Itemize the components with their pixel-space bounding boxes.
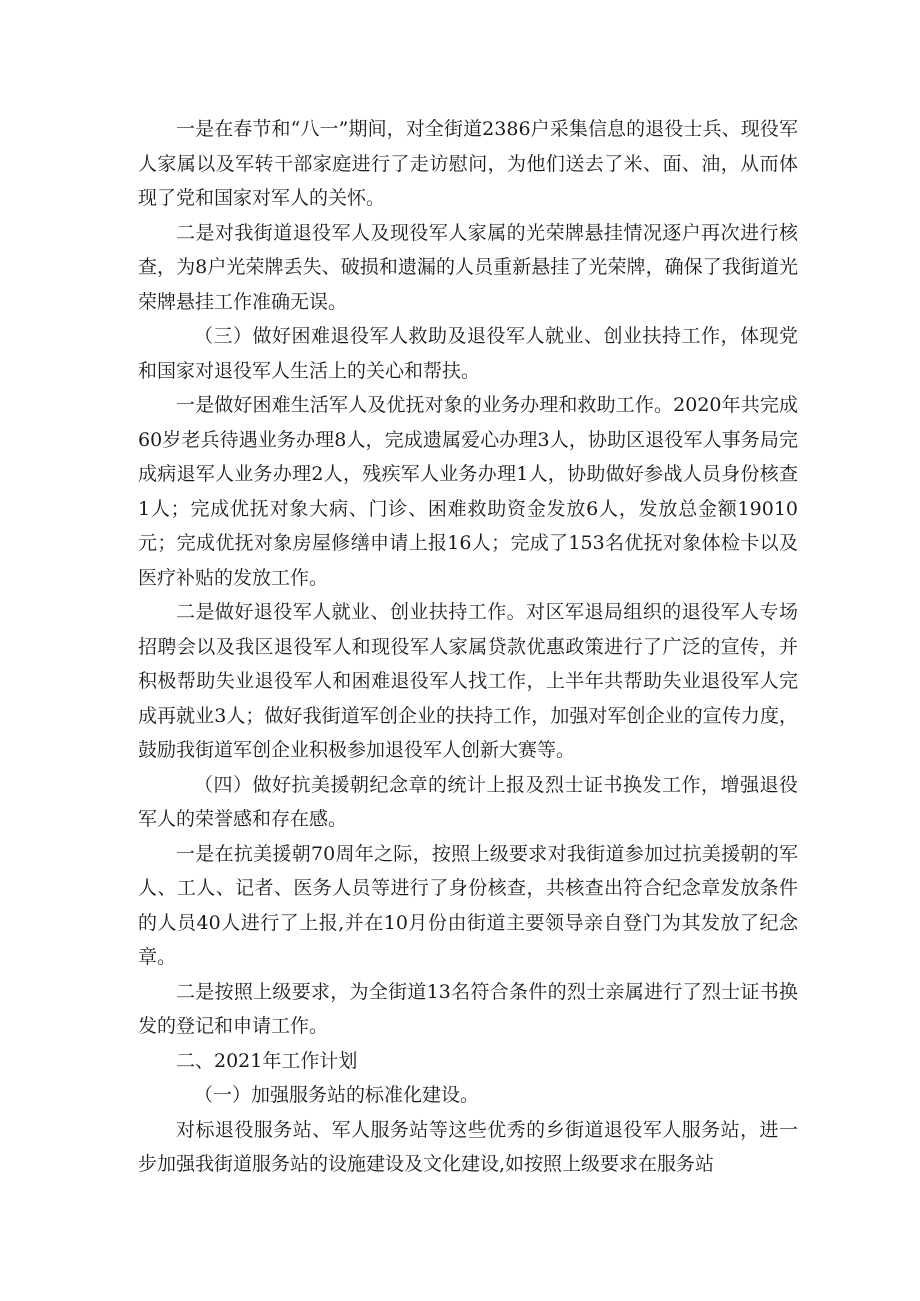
paragraph-assistance-work: 一是做好困难生活军人及优抚对象的业务办理和救助工作。2020年共完成60岁老兵待遇业务办理8人，完成遗属爱心办理3人，协助区退役军人事务局完成病退军人业务办理2人，残疾军人业务办理1人，协助做好参战人员身份核查1人；完成优抚对象大病、门诊、困难救助资金发放6人，发放总金额19010元；完成优抚对象房屋修缮申请上报16人；完成了153名优抚对象体检卡以及医疗补贴的发放工作。 — [138, 394, 798, 589]
paragraph-employment-support: 二是做好退役军人就业、创业扶持工作。对区军退局组织的退役军人专场招聘会以及我区退役军人和现役军人家属贷款优惠政策进行了广泛的宣传，并积极帮助失业退役军人和困难退役军人找工作，上半年共帮助失业退役军人完成再就业3人；做好我街道军创企业的扶持工作，加强对军创企业的宣传力度，鼓励我街道军创企业积极参加退役军人创新大赛等。 — [138, 601, 798, 761]
paragraph-service-station: 对标退役服务站、军人服务站等这些优秀的乡街道退役军人服务站，进一步加强我街道服务站的设施建设及文化建设,如按照上级要求在服务站 — [138, 1118, 798, 1175]
section-heading-assistance: （三）做好困难退役军人救助及退役军人就业、创业扶持工作，体现党和国家对退役军人生活上的关心和帮扶。 — [138, 325, 798, 382]
paragraph-medal-issuance: 一是在抗美援朝70周年之际，按照上级要求对我街道参加过抗美援朝的军人、工人、记者、医务人员等进行了身份核查，共核查出符合纪念章发放条件的人员40人进行了上报,并在10月份由街道主要领导亲自登门为其发放了纪念章。 — [138, 842, 798, 968]
heading-2021-plan: 二、2021年工作计划 — [176, 1049, 358, 1072]
paragraph-martyr-certificate: 二是按照上级要求，为全街道13名符合条件的烈士亲属进行了烈士证书换发的登记和申请工作。 — [138, 980, 798, 1037]
document-body — [138, 112, 798, 1182]
paragraph-spring-festival-visits: 一是在春节和“八一”期间，对全街道2386户采集信息的退役士兵、现役军人家属以及军转干部家庭进行了走访慰问，为他们送去了米、面、油，从而体现了党和国家对军人的关怀。 — [138, 118, 798, 209]
section-heading-commemorative-medal: （四）做好抗美援朝纪念章的统计上报及烈士证书换发工作，增强退役军人的荣誉感和存在感。 — [138, 773, 798, 830]
section-heading-standardization: （一）加强服务站的标准化建设。 — [194, 1084, 480, 1106]
paragraph-honor-plaque-check: 二是对我街道退役军人及现役军人家属的光荣牌悬挂情况逐户再次进行核查，为8户光荣牌丢失、破损和遗漏的人员重新悬挂了光荣牌，确保了我街道光荣牌悬挂工作准确无误。 — [138, 221, 798, 313]
